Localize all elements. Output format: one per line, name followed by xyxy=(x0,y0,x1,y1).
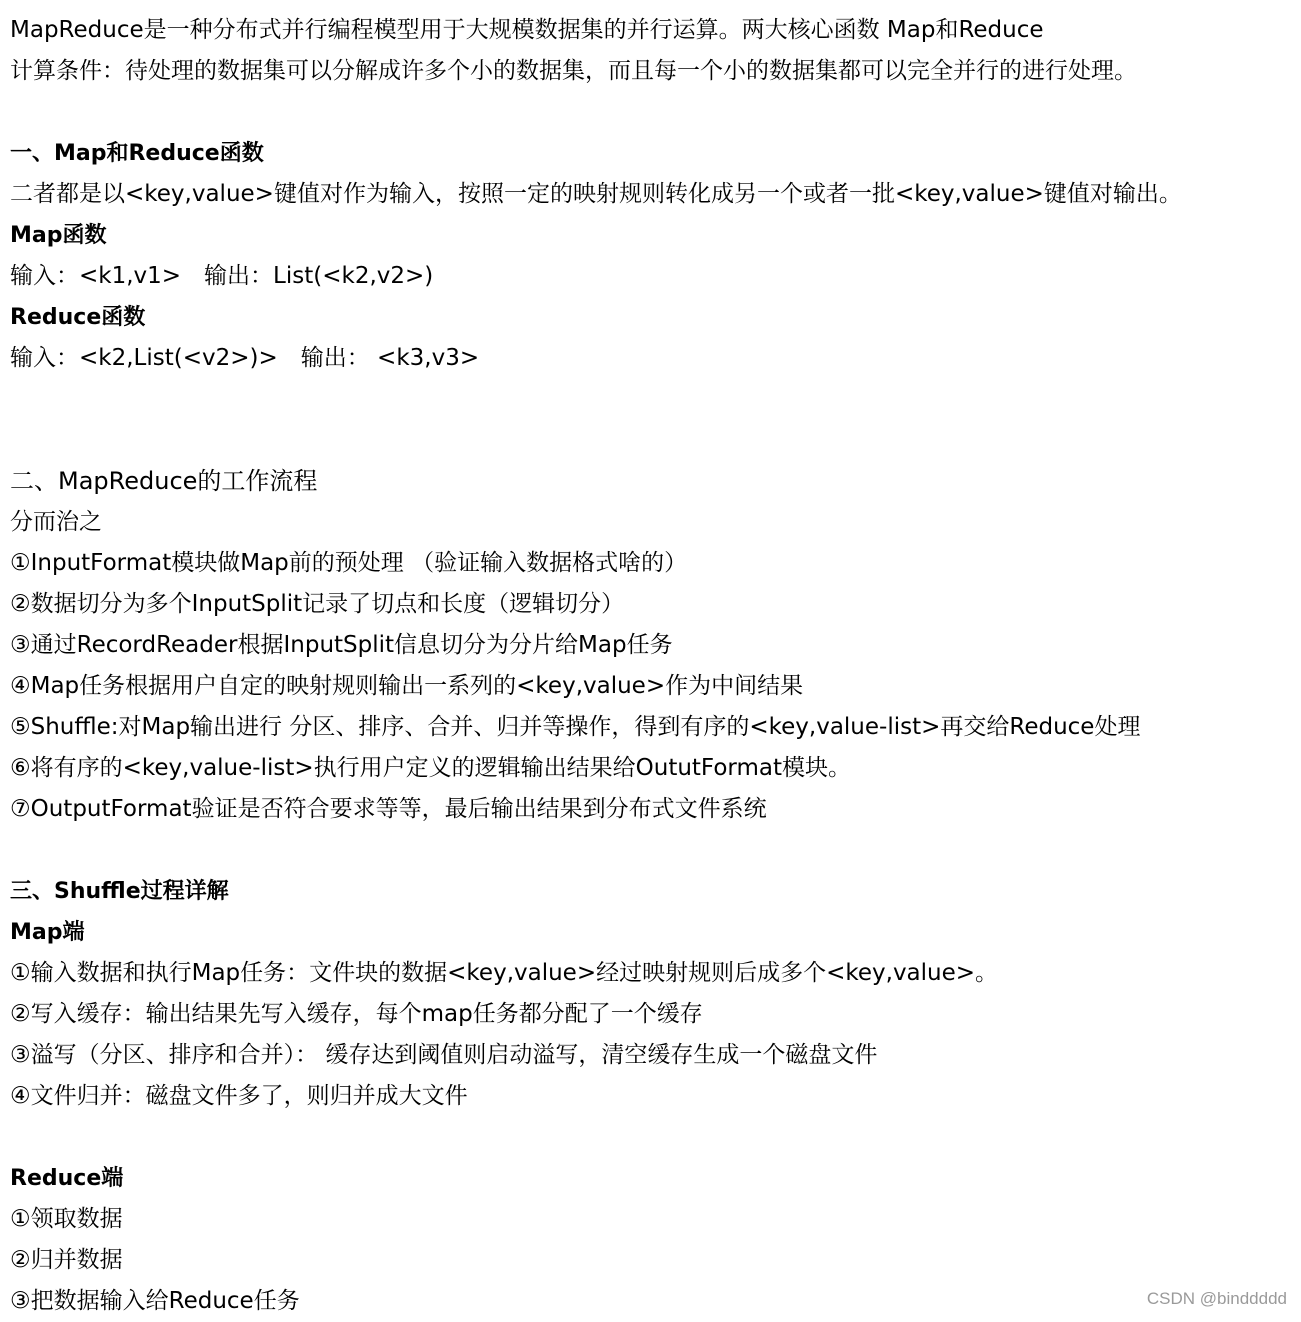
blank-line xyxy=(10,92,1290,133)
section-heading: 二、MapReduce的工作流程 xyxy=(10,467,318,495)
text-line: ③溢写（分区、排序和合并）： 缓存达到阈值则启动溢写，清空缓存生成一个磁盘文件 xyxy=(10,1042,878,1068)
section-heading: Reduce端 xyxy=(10,1166,124,1191)
text-line: ①InputFormat模块做Map前的预处理 （验证输入数据格式啥的） xyxy=(10,550,688,576)
blank-line xyxy=(10,420,1290,461)
csdn-watermark: CSDN @binddddd xyxy=(1146,1289,1287,1308)
section-heading: 一、Map和Reduce函数 xyxy=(10,141,264,166)
text-line: 输入：<k2,List(<v2>)> 输出： <k3,v3> xyxy=(10,345,480,371)
text-line: 输入：<k1,v1> 输出：List(<k2,v2>) xyxy=(10,263,434,289)
text-line: ②数据切分为多个InputSplit记录了切点和长度（逻辑切分） xyxy=(10,591,625,617)
text-line: ③通过RecordReader根据InputSplit信息切分为分片给Map任务 xyxy=(10,632,673,658)
text-line: ②写入缓存：输出结果先写入缓存，每个map任务都分配了一个缓存 xyxy=(10,1001,703,1027)
text-line: ④Map任务根据用户自定的映射规则输出一系列的<key,value>作为中间结果 xyxy=(10,673,804,699)
blank-line xyxy=(10,1117,1290,1158)
text-line: ④文件归并：磁盘文件多了，则归并成大文件 xyxy=(10,1083,468,1109)
section-heading: Reduce函数 xyxy=(10,305,146,330)
text-line: 分而治之 xyxy=(10,509,102,535)
text-line: ③把数据输入给Reduce任务 xyxy=(10,1288,300,1314)
section-heading: Map函数 xyxy=(10,223,107,248)
section-heading: 三、Shuffle过程详解 xyxy=(10,879,229,904)
blank-line xyxy=(10,379,1290,420)
text-line: ⑥将有序的<key,value-list>执行用户定义的逻辑输出结果给OututFormat模块。 xyxy=(10,755,851,781)
blank-line xyxy=(10,830,1290,871)
text-line: MapReduce是一种分布式并行编程模型用于大规模数据集的并行运算。两大核心函数 Map和Reduce xyxy=(10,17,1044,43)
text-line: ①领取数据 xyxy=(10,1206,123,1232)
section-heading: Map端 xyxy=(10,920,85,945)
text-line: 计算条件：待处理的数据集可以分解成许多个小的数据集，而且每一个小的数据集都可以完全并行的进行处理。 xyxy=(10,58,1137,84)
text-line: ①输入数据和执行Map任务：文件块的数据<key,value>经过映射规则后成多个<key,value>。 xyxy=(10,960,999,986)
text-line: ⑦OutputFormat验证是否符合要求等等，最后输出结果到分布式文件系统 xyxy=(10,796,767,822)
text-line: ②归并数据 xyxy=(10,1247,123,1273)
text-line: ⑤Shuffle:对Map输出进行 分区、排序、合并、归并等操作，得到有序的<key,value-list>再交给Reduce处理 xyxy=(10,714,1141,740)
text-line: 二者都是以<key,value>键值对作为输入，按照一定的映射规则转化成另一个或者一批<key,value>键值对输出。 xyxy=(10,181,1182,207)
document-body xyxy=(10,10,1290,1322)
